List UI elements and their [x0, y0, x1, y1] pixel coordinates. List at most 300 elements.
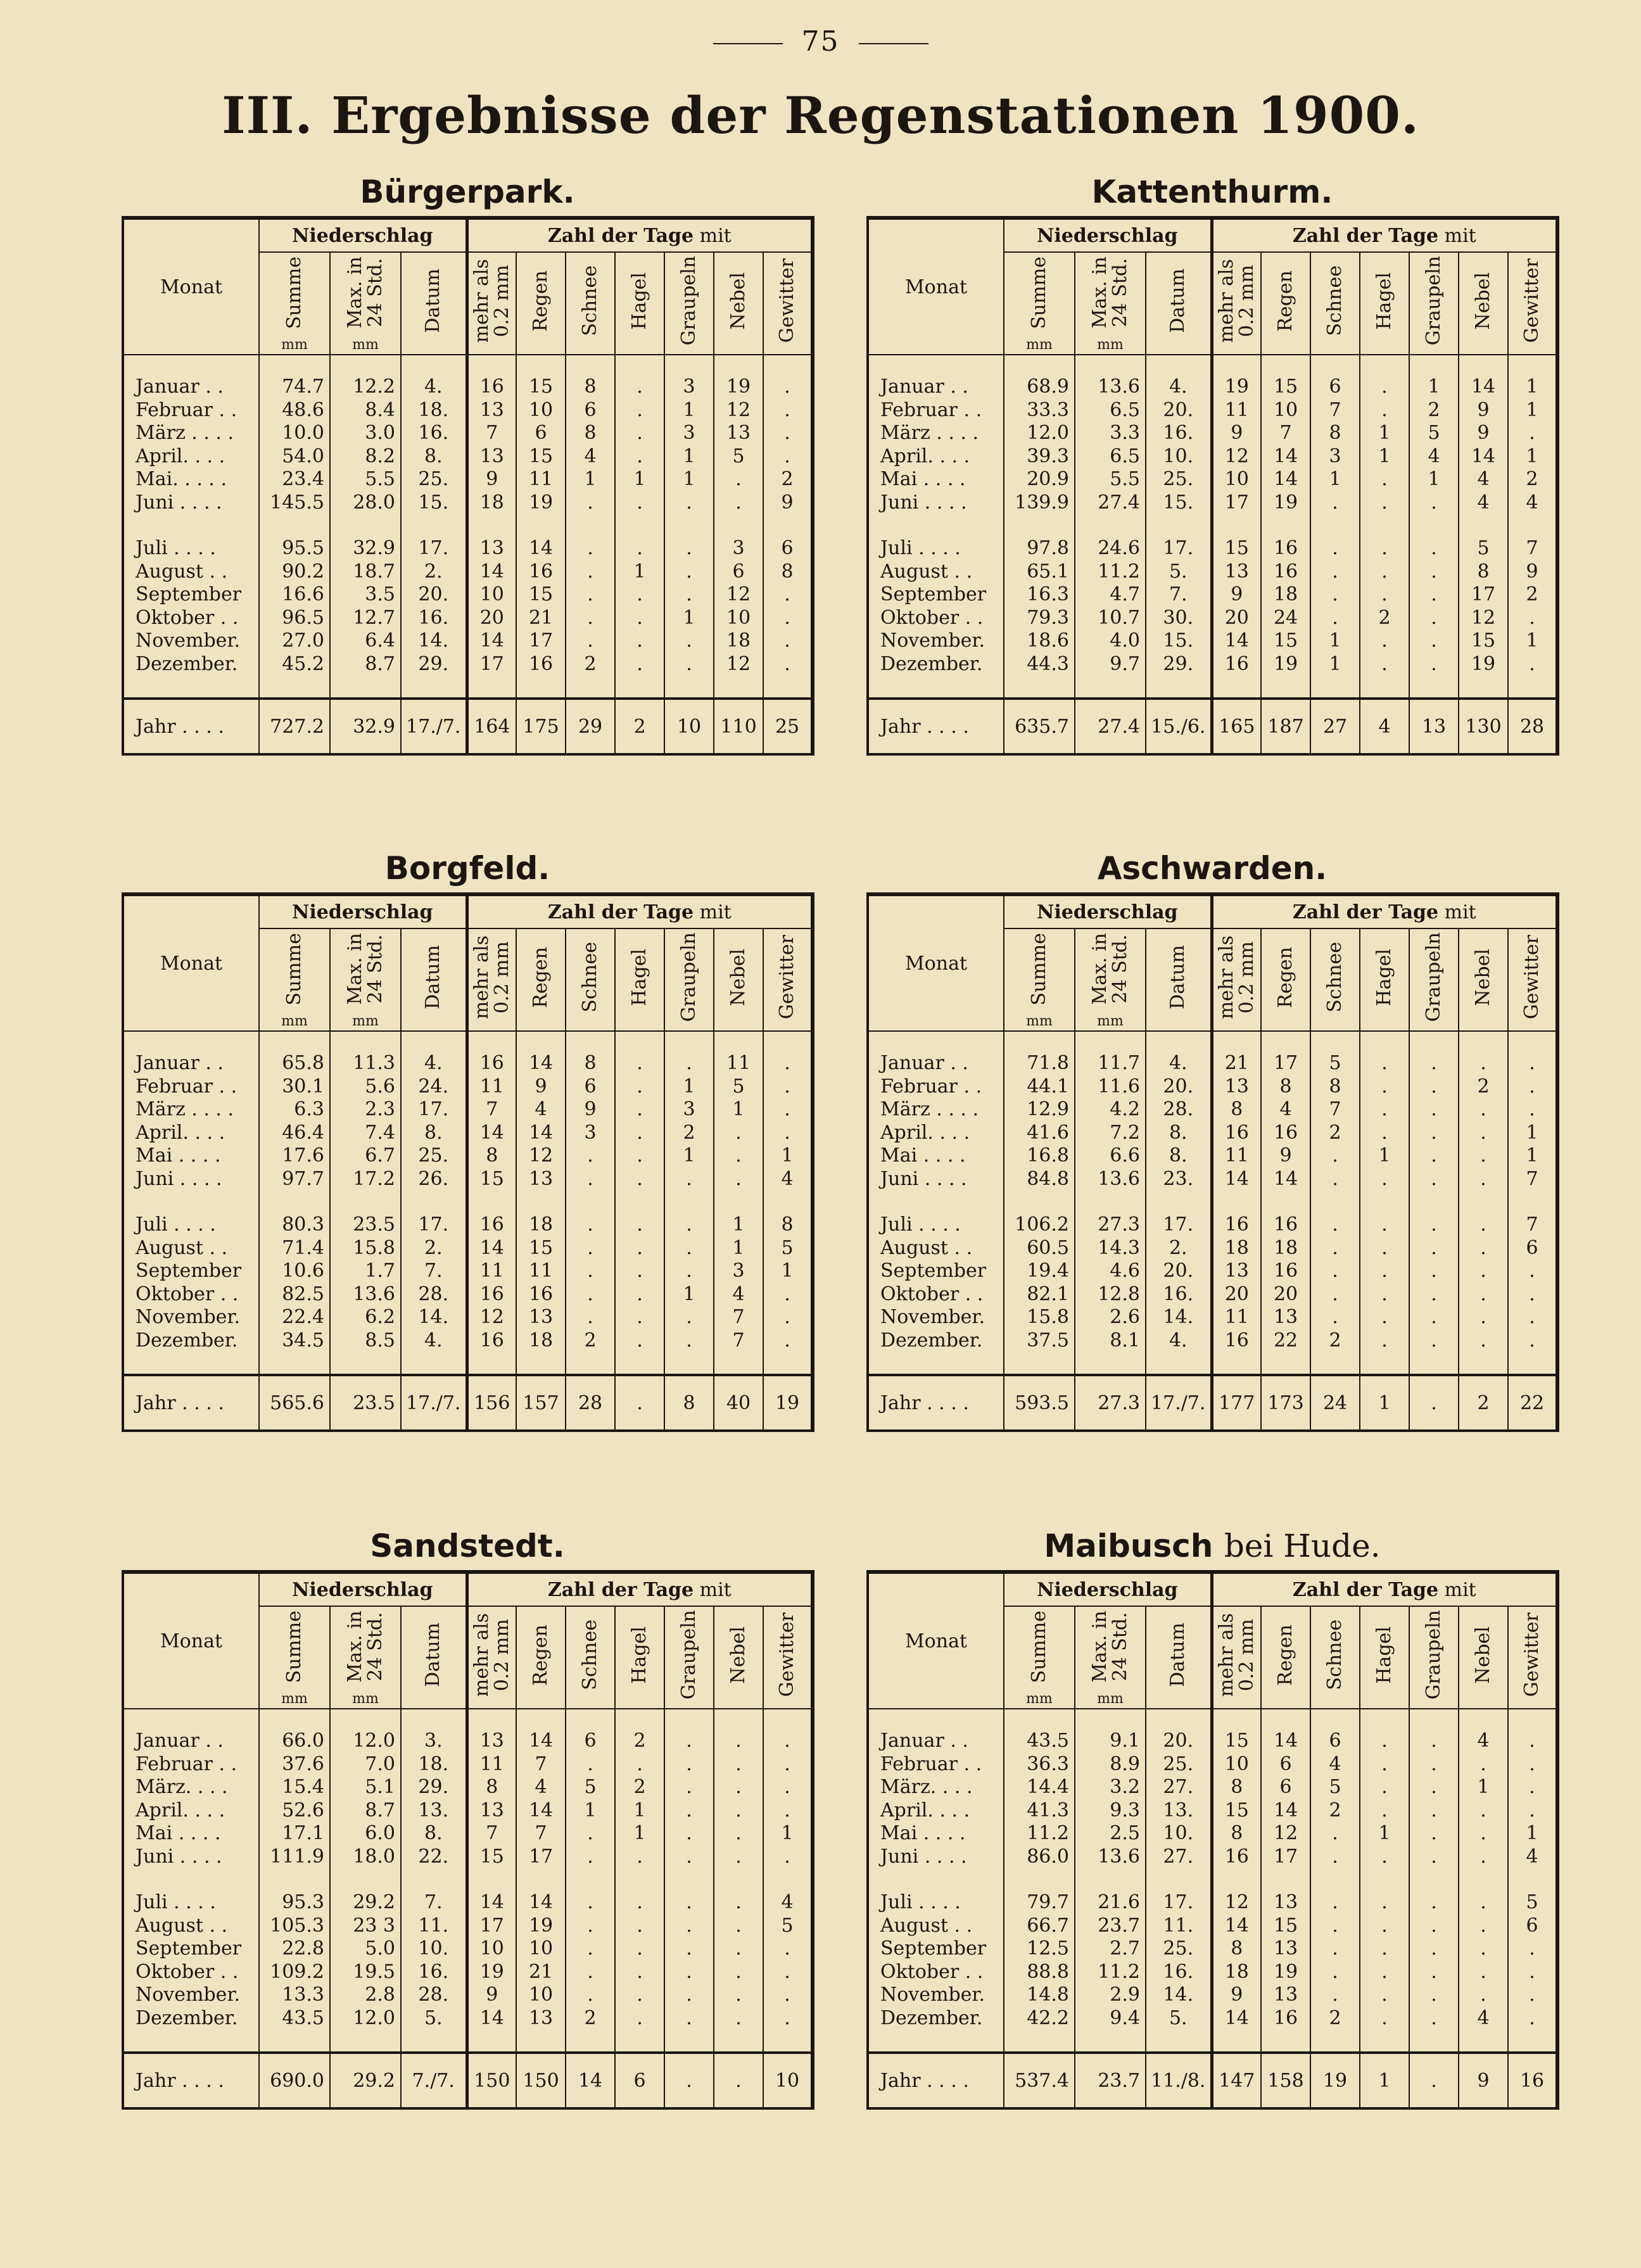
table-row-year	[868, 1375, 1557, 1431]
table-cell: 1	[1508, 399, 1557, 422]
station-sandstedt	[122, 1522, 813, 2110]
table-cell: 4	[1459, 491, 1508, 515]
table-cell: .	[1409, 1098, 1459, 1122]
table-row	[868, 422, 1557, 445]
table-row	[123, 1052, 813, 1075]
table-cell: 9	[467, 468, 516, 491]
header-gewitter	[763, 928, 813, 1031]
header-regen-text: Regen	[529, 270, 552, 332]
table-cell: 2.8	[330, 1984, 401, 2007]
table-cell: .	[763, 1329, 813, 1353]
month-label: Juni . . . .	[123, 1846, 259, 1869]
table-cell: 5	[1310, 1776, 1360, 1799]
table-cell: .	[1310, 1961, 1360, 1984]
header-gewitter-text: Gewitter	[776, 1612, 799, 1697]
table-cell: .	[1508, 1730, 1557, 1753]
table-cell: 1	[1508, 376, 1557, 399]
table-cell: 8	[566, 1052, 615, 1075]
table-cell: .	[1310, 1306, 1360, 1329]
table-cell: .	[664, 561, 714, 584]
table-cell: 1	[1360, 2053, 1409, 2108]
table-cell: 1	[1459, 1776, 1508, 1799]
table-cell: 12	[1261, 1822, 1310, 1846]
table-cell: 20.	[1146, 399, 1212, 422]
table-cell: .	[566, 537, 615, 561]
header-max	[1075, 252, 1146, 355]
header-datum	[401, 252, 467, 355]
table-cell: 14.3	[1075, 1237, 1146, 1260]
header-nebel-text: Nebel	[1472, 948, 1495, 1006]
table-cell: 23.7	[1075, 1915, 1146, 1938]
table-cell: 3.5	[330, 583, 401, 607]
month-label: September	[868, 1260, 1004, 1283]
table-cell: 4.6	[1075, 1260, 1146, 1283]
month-label: August . .	[123, 1915, 259, 1938]
table-cell: 1	[664, 1283, 714, 1307]
table-cell: 9	[1261, 1144, 1310, 1168]
table-cell: 17.	[1146, 1213, 1212, 1237]
month-rows	[123, 1709, 813, 2053]
table-row	[123, 1098, 813, 1122]
table-row	[868, 399, 1557, 422]
table-cell: 7.	[401, 1260, 467, 1283]
header-hagel	[1360, 928, 1409, 1031]
header-datum-text: Datum	[1167, 945, 1189, 1010]
table-cell: 4.	[1146, 376, 1212, 399]
table-cell: 12.2	[330, 376, 401, 399]
table-cell: 9.7	[1075, 653, 1146, 676]
table-cell: 9	[467, 1984, 516, 2007]
table-cell: 17.6	[259, 1144, 330, 1168]
header-graupeln-text: Graupeln	[678, 256, 700, 346]
table-row	[123, 607, 813, 630]
table-cell: 565.6	[259, 1375, 330, 1431]
month-label: Dezember.	[123, 1329, 259, 1353]
table-cell: .	[763, 1961, 813, 1984]
header-hagel	[615, 928, 664, 1031]
table-cell: .	[664, 1915, 714, 1938]
table-cell: 18	[1261, 583, 1310, 607]
table-cell: 27.	[1146, 1776, 1212, 1799]
table-cell: .	[763, 1937, 813, 1961]
table-cell: .	[615, 1283, 664, 1307]
table-cell: 1	[763, 1260, 813, 1283]
table-cell: 6	[566, 1075, 615, 1099]
header-summe-text: Summe	[1028, 932, 1050, 1006]
table-row	[868, 1075, 1557, 1099]
table-cell: 16.	[401, 422, 467, 445]
table-cell: 7	[1508, 537, 1557, 561]
table-cell: 5.1	[330, 1776, 401, 1799]
table-cell: 21	[516, 607, 566, 630]
table-cell: 8	[1212, 1822, 1261, 1846]
month-label: September	[868, 583, 1004, 607]
table-cell: 15	[516, 376, 566, 399]
table-cell: .	[1459, 1846, 1508, 1869]
table-cell: .	[1409, 1984, 1459, 2007]
table-cell: .	[714, 1961, 763, 1984]
header-hagel-text: Hagel	[1373, 948, 1396, 1006]
header-max-text: Max. in 24 Std.	[344, 933, 386, 1005]
table-cell: 16	[1261, 1122, 1310, 1145]
header-schnee	[566, 252, 615, 355]
header-regen-text: Regen	[1274, 946, 1297, 1008]
table-cell: 10	[467, 583, 516, 607]
table-cell: 13	[516, 1168, 566, 1191]
table-cell: 13	[1261, 1891, 1310, 1915]
table-cell: .	[1508, 422, 1557, 445]
unit-label: mm	[1026, 337, 1053, 353]
header-hagel-text: Hagel	[628, 272, 651, 330]
table-cell: .	[664, 1846, 714, 1869]
table-cell: 15	[1212, 537, 1261, 561]
header-mit-text: mit	[1444, 224, 1476, 247]
rain-table	[122, 216, 814, 756]
table-cell: .	[615, 1052, 664, 1075]
rain-table	[122, 892, 814, 1432]
table-cell: .	[1409, 1961, 1459, 1984]
table-row	[123, 1776, 813, 1799]
table-cell: 2	[1409, 399, 1459, 422]
table-cell: 11	[516, 1260, 566, 1283]
header-max	[330, 252, 401, 355]
table-cell: 9	[1459, 399, 1508, 422]
header-gewitter	[763, 252, 813, 355]
table-cell: 8	[1261, 1075, 1310, 1099]
table-cell: .	[664, 1237, 714, 1260]
table-cell: 29	[566, 699, 615, 754]
table-cell: 19.5	[330, 1961, 401, 1984]
table-cell: 15	[1261, 1915, 1310, 1938]
table-cell: 7	[516, 1753, 566, 1777]
table-cell: .	[566, 607, 615, 630]
table-row	[868, 1730, 1557, 1753]
month-label: März . . . .	[123, 422, 259, 445]
table-cell: 66.7	[1004, 1915, 1075, 1938]
table-cell: 13	[467, 399, 516, 422]
table-cell: 2	[566, 2007, 615, 2030]
table-cell: 4.	[401, 376, 467, 399]
table-cell: 41.3	[1004, 1799, 1075, 1823]
year-label: Jahr . . . .	[123, 699, 259, 754]
table-cell: .	[1310, 1213, 1360, 1237]
table-cell: .	[566, 1915, 615, 1938]
table-cell: .	[664, 1984, 714, 2007]
table-cell: 7.2	[1075, 1122, 1146, 1145]
station-name-text: Bürgerpark.	[360, 174, 575, 210]
table-cell: .	[1360, 376, 1409, 399]
month-label: Mai . . . .	[868, 1144, 1004, 1168]
table-cell: .	[763, 1052, 813, 1075]
table-cell: 16.	[1146, 422, 1212, 445]
table-row	[123, 376, 813, 399]
table-cell: .	[763, 607, 813, 630]
header-gewitter	[763, 1606, 813, 1709]
table-cell: 8.5	[330, 1329, 401, 1353]
table-cell: 7	[516, 1822, 566, 1846]
table-cell: 2	[1360, 607, 1409, 630]
table-row	[868, 1776, 1557, 1799]
table-cell: 32.9	[330, 537, 401, 561]
table-cell: 11	[467, 1753, 516, 1777]
table-cell: .	[1459, 1329, 1508, 1353]
station-name-text: Kattenthurm.	[1091, 174, 1333, 210]
unit-label: mm	[281, 1691, 308, 1707]
table-cell: 4.7	[1075, 583, 1146, 607]
header-nebel-text: Nebel	[727, 272, 750, 330]
table-cell: .	[615, 1168, 664, 1191]
table-cell: .	[763, 376, 813, 399]
table-cell: 42.2	[1004, 2007, 1075, 2030]
table-cell: .	[763, 445, 813, 469]
header-nebel	[714, 928, 763, 1031]
table-cell: 29.	[401, 653, 467, 676]
table-cell: 17	[516, 1846, 566, 1869]
table-row	[123, 1122, 813, 1145]
header-niederschlag-text: Niederschlag	[1036, 224, 1178, 247]
table-cell: 2.6	[1075, 1306, 1146, 1329]
table-cell: 10	[467, 1937, 516, 1961]
table-cell: 7	[1310, 399, 1360, 422]
table-cell: 68.9	[1004, 376, 1075, 399]
table-cell: 2	[1310, 1799, 1360, 1823]
month-label: Januar . .	[868, 1052, 1004, 1075]
table-row	[868, 445, 1557, 469]
header-regen	[516, 928, 566, 1031]
table-cell: 14	[516, 1052, 566, 1075]
table-cell: 29.	[401, 1776, 467, 1799]
header-datum	[401, 928, 467, 1031]
table-cell: 36.3	[1004, 1753, 1075, 1777]
table-cell: 16	[467, 1052, 516, 1075]
header-nebel	[1459, 928, 1508, 1031]
table-cell: 7.0	[330, 1753, 401, 1777]
table-cell: 8.	[401, 1822, 467, 1846]
table-cell: .	[1360, 1283, 1409, 1307]
table-cell: 8.7	[330, 1799, 401, 1823]
table-cell: .	[1409, 630, 1459, 653]
table-cell: 5.5	[1075, 468, 1146, 491]
table-row-year	[123, 699, 813, 754]
table-row	[868, 1937, 1557, 1961]
table-cell: 25.	[1146, 468, 1212, 491]
table-cell: .	[1360, 1984, 1409, 2007]
table-cell: .	[714, 1776, 763, 1799]
table-cell: 10	[1261, 399, 1310, 422]
table-cell: 14	[1261, 1799, 1310, 1823]
month-label: Februar . .	[868, 1075, 1004, 1099]
table-cell: .	[763, 1776, 813, 1799]
table-cell: 7.	[1146, 583, 1212, 607]
table-cell: 13	[1212, 561, 1261, 584]
table-cell: .	[615, 1375, 664, 1431]
table-cell: 24.6	[1075, 537, 1146, 561]
table-cell: 1	[1409, 468, 1459, 491]
table-cell: 27.4	[1075, 491, 1146, 515]
table-cell: .	[566, 1753, 615, 1777]
table-cell: .	[1310, 561, 1360, 584]
table-cell: 5.0	[330, 1937, 401, 1961]
table-cell: .	[1459, 1915, 1508, 1938]
table-cell: 14	[516, 1122, 566, 1145]
table-cell: 28	[566, 1375, 615, 1431]
table-cell: .	[1409, 1213, 1459, 1237]
table-cell: 28.	[401, 1283, 467, 1307]
header-summe	[259, 1606, 330, 1709]
table-cell: 25.	[1146, 1753, 1212, 1777]
month-rows	[123, 1031, 813, 1375]
table-cell: .	[566, 1144, 615, 1168]
table-cell: 12.5	[1004, 1937, 1075, 1961]
year-total-row	[123, 2053, 813, 2108]
table-row	[868, 1213, 1557, 1237]
table-cell: .	[664, 653, 714, 676]
table-cell: 1	[615, 468, 664, 491]
year-label: Jahr . . . .	[123, 2053, 259, 2108]
table-row-year	[123, 2053, 813, 2108]
table-row	[123, 1937, 813, 1961]
table-cell: .	[763, 630, 813, 653]
table-cell: 14	[1212, 1168, 1261, 1191]
table-cell: 8.	[1146, 1122, 1212, 1145]
table-cell: 14	[1212, 2007, 1261, 2030]
station-name	[122, 1522, 813, 1570]
table-cell: 10	[1212, 1753, 1261, 1777]
table-cell: 17./7.	[401, 699, 467, 754]
table-cell: .	[1409, 2007, 1459, 2030]
table-cell: 593.5	[1004, 1375, 1075, 1431]
table-cell: 20	[1212, 1283, 1261, 1307]
table-cell: 164	[467, 699, 516, 754]
table-cell: 14	[1212, 630, 1261, 653]
table-cell: 12.0	[330, 2007, 401, 2030]
table-cell: 28	[1508, 699, 1557, 754]
header-summe	[259, 252, 330, 355]
table-cell: 14	[516, 537, 566, 561]
table-cell: .	[615, 399, 664, 422]
table-cell: 7.	[401, 1891, 467, 1915]
table-cell: 13	[467, 1730, 516, 1753]
header-graupeln-text: Graupeln	[1422, 932, 1445, 1022]
table-cell: 3	[714, 537, 763, 561]
table-cell: 52.6	[259, 1799, 330, 1823]
header-summe-text: Summe	[283, 1610, 305, 1683]
table-cell: 17.	[401, 537, 467, 561]
table-cell: 20	[467, 607, 516, 630]
header-niederschlag	[1004, 1572, 1212, 1606]
table-cell: .	[664, 1052, 714, 1075]
table-cell: 9.3	[1075, 1799, 1146, 1823]
header-gewitter	[1508, 252, 1557, 355]
header-regen-text: Regen	[529, 946, 552, 1008]
table-row	[868, 1144, 1557, 1168]
page-number: 75	[0, 25, 1641, 58]
table-cell: .	[615, 1846, 664, 1869]
table-cell: .	[1360, 399, 1409, 422]
table-cell: 41.6	[1004, 1122, 1075, 1145]
table-cell: 25.	[401, 468, 467, 491]
table-cell: 1	[615, 1822, 664, 1846]
table-cell: 22.8	[259, 1937, 330, 1961]
header-niederschlag-text: Niederschlag	[1036, 1578, 1178, 1601]
table-cell: 2	[664, 1122, 714, 1145]
month-label: August . .	[868, 1237, 1004, 1260]
table-cell: 14	[467, 1122, 516, 1145]
table-cell: 28.0	[330, 491, 401, 515]
table-cell: 14	[1261, 445, 1310, 469]
table-row	[123, 1213, 813, 1237]
table-cell: 14	[1261, 468, 1310, 491]
header-datum-text: Datum	[422, 1623, 445, 1687]
month-label: Juni . . . .	[868, 491, 1004, 515]
table-cell: .	[763, 1984, 813, 2007]
table-cell: 97.7	[259, 1168, 330, 1191]
table-cell: 14.8	[1004, 1984, 1075, 2007]
table-cell: 5	[1508, 1891, 1557, 1915]
table-row	[123, 1168, 813, 1191]
header-nebel	[714, 252, 763, 355]
table-cell: 19	[1261, 1961, 1310, 1984]
table-cell: 5	[566, 1776, 615, 1799]
table-cell: 66.0	[259, 1730, 330, 1753]
table-cell: 18.7	[330, 561, 401, 584]
header-schnee-text: Schnee	[579, 1619, 602, 1690]
header-datum	[1146, 928, 1212, 1031]
table-cell: 12	[714, 399, 763, 422]
table-cell: 157	[516, 1375, 566, 1431]
table-cell: 130	[1459, 699, 1508, 754]
table-cell: 22	[1508, 1375, 1557, 1431]
table-cell: .	[615, 422, 664, 445]
table-row	[123, 1730, 813, 1753]
table-cell: .	[1459, 1283, 1508, 1307]
header-gewitter-text: Gewitter	[776, 258, 799, 343]
table-cell: .	[1508, 1306, 1557, 1329]
table-cell: 13	[1212, 1075, 1261, 1099]
table-cell: 20.	[1146, 1075, 1212, 1099]
table-cell: 37.5	[1004, 1329, 1075, 1353]
header-hagel-text: Hagel	[1373, 272, 1396, 330]
header-datum	[401, 1606, 467, 1709]
table-cell: 27.0	[259, 630, 330, 653]
table-cell: 1	[1310, 468, 1360, 491]
table-cell: 19	[714, 376, 763, 399]
table-cell: 19	[763, 1375, 813, 1431]
table-cell: 8.4	[330, 399, 401, 422]
header-gewitter-text: Gewitter	[776, 935, 799, 1020]
header-schnee	[1310, 928, 1360, 1031]
station-name	[122, 844, 813, 892]
table-cell: 1	[763, 1144, 813, 1168]
table-cell: .	[1508, 1260, 1557, 1283]
table-cell: 14.4	[1004, 1776, 1075, 1799]
table-cell: 2	[763, 468, 813, 491]
table-cell: 4	[516, 1098, 566, 1122]
header-mehr-als	[1212, 928, 1261, 1031]
table-cell: 8.	[1146, 1144, 1212, 1168]
table-cell: 8.1	[1075, 1329, 1146, 1353]
table-row	[868, 1984, 1557, 2007]
table-cell: .	[1409, 1915, 1459, 1938]
table-cell: .	[615, 1984, 664, 2007]
table-cell: 10	[516, 1937, 566, 1961]
table-cell: .	[566, 583, 615, 607]
month-label: Juli . . . .	[123, 1891, 259, 1915]
table-cell: .	[1360, 1937, 1409, 1961]
table-cell: 4	[1409, 445, 1459, 469]
table-cell: .	[664, 630, 714, 653]
table-row	[123, 1283, 813, 1307]
